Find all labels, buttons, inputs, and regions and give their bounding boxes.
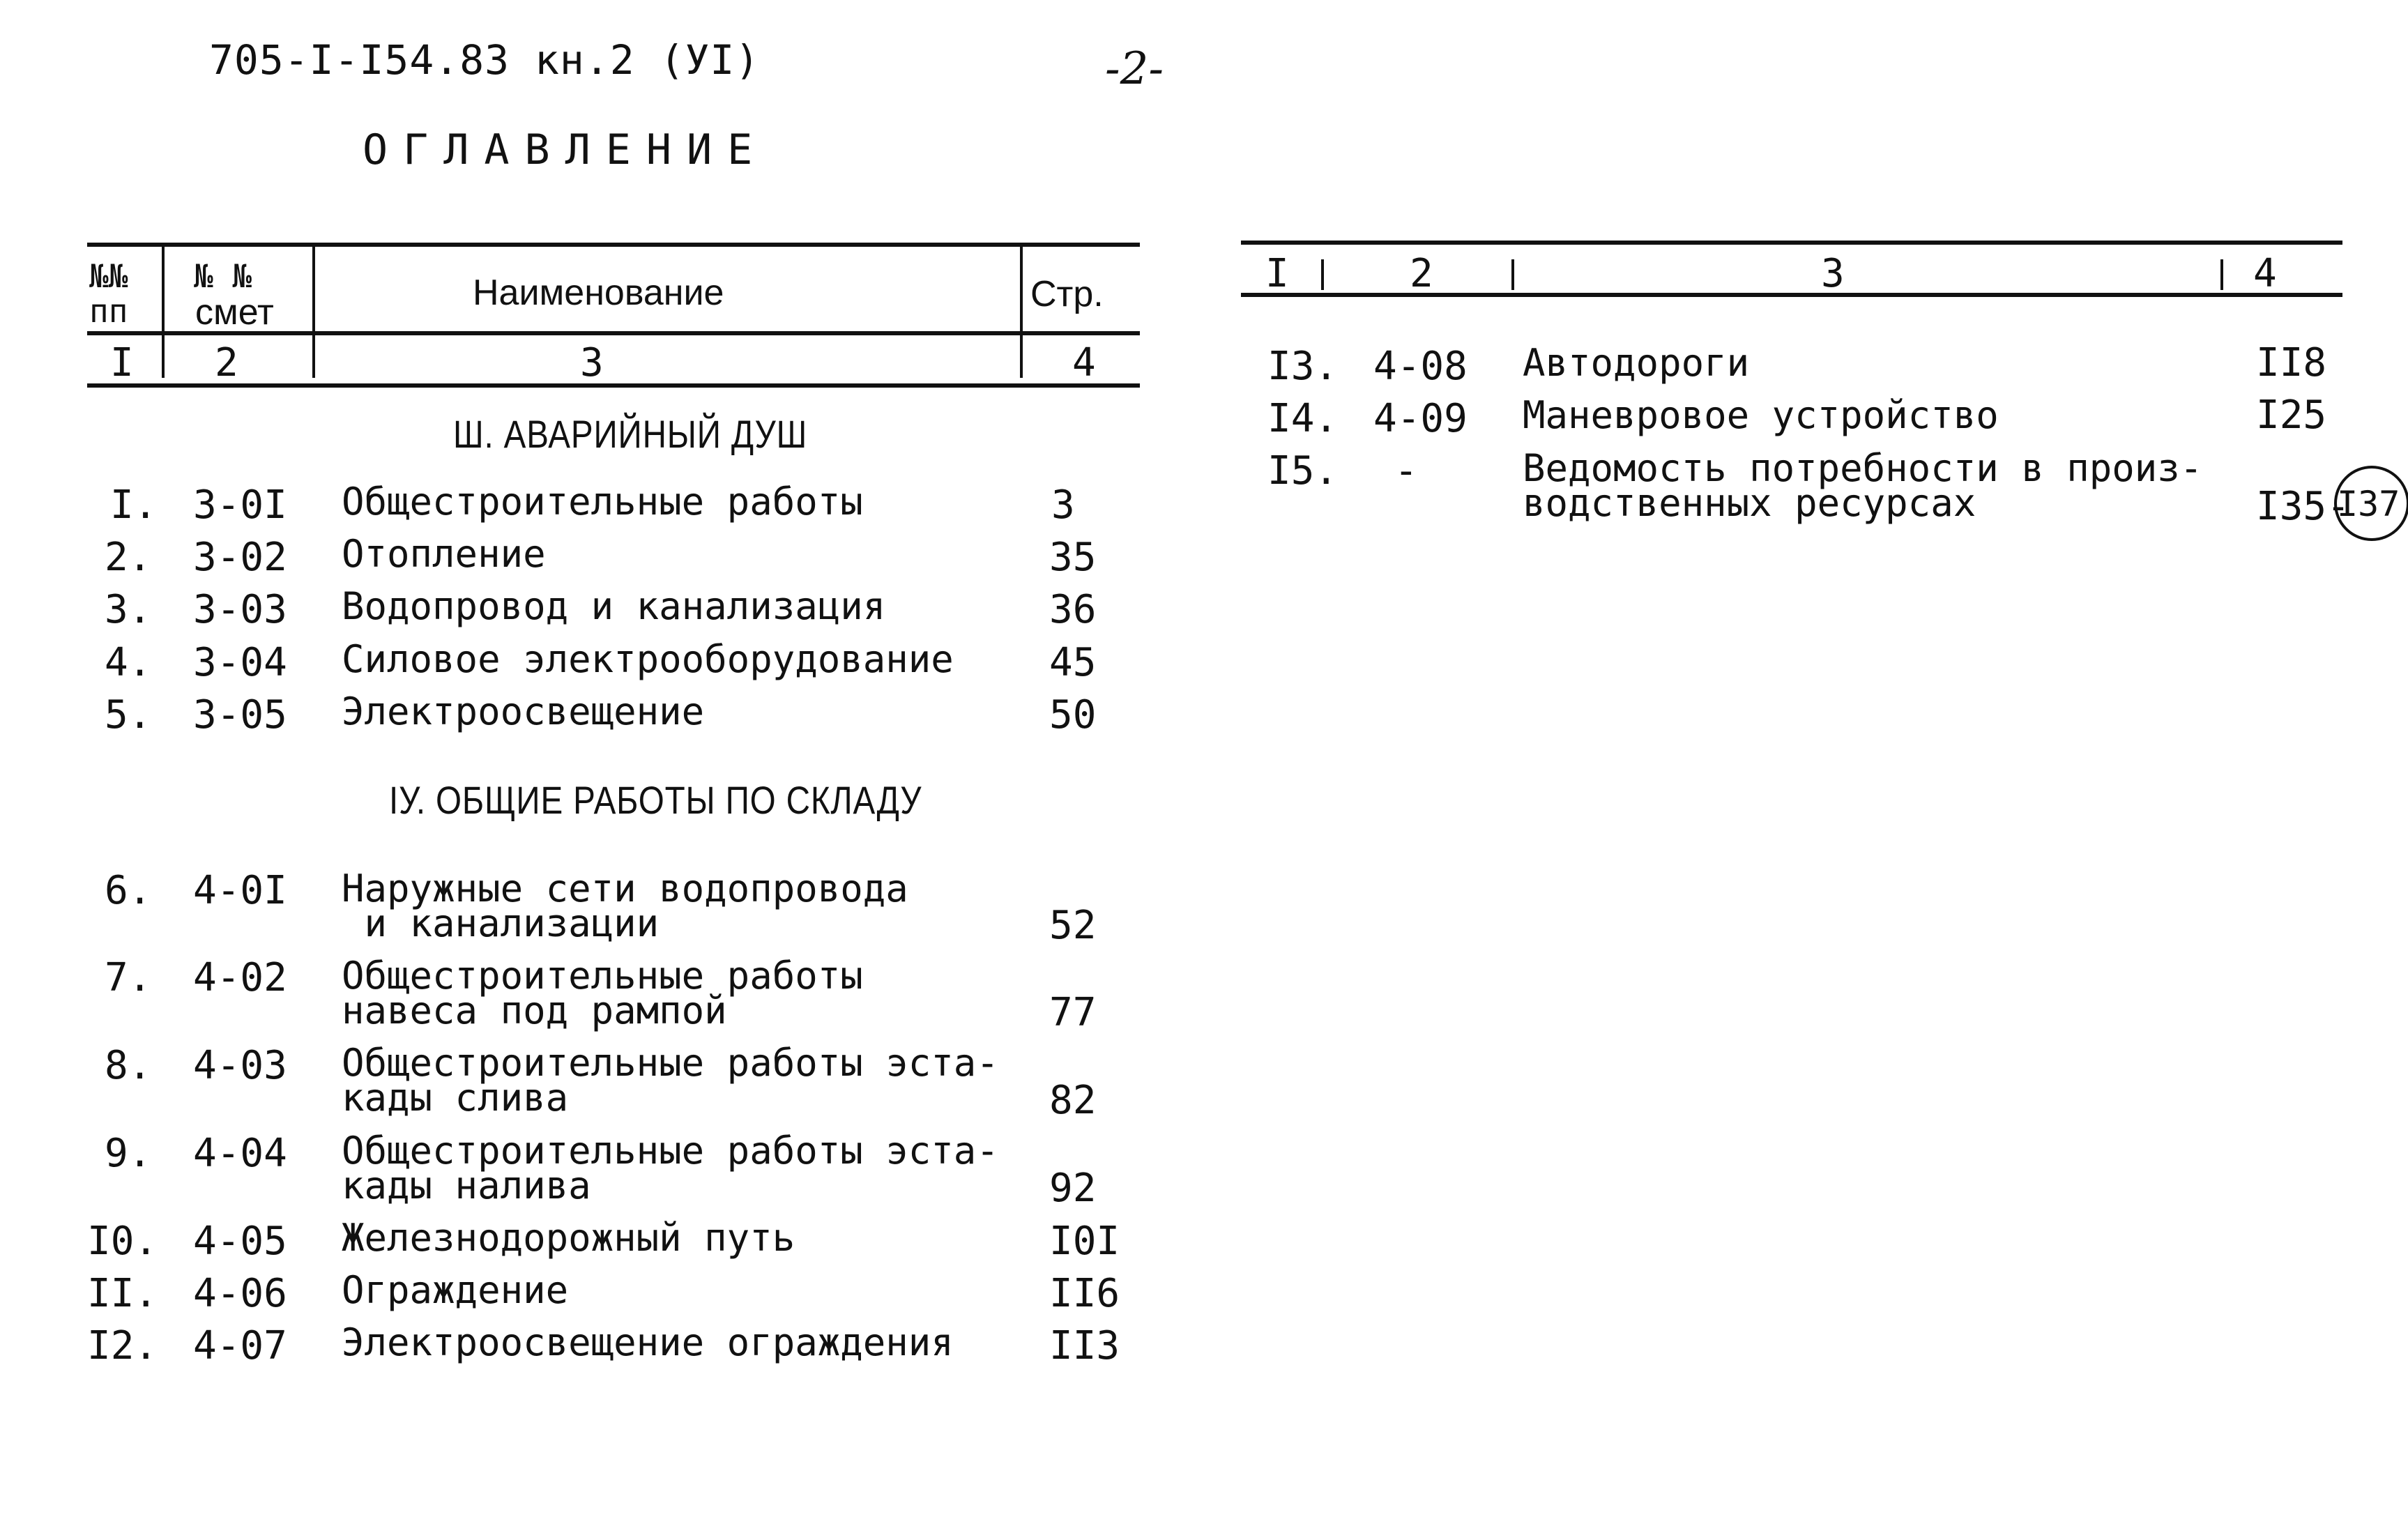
item-code: 4-04 bbox=[193, 1131, 287, 1176]
item-number: 9. bbox=[105, 1131, 152, 1176]
col-number-2: 2 bbox=[215, 340, 238, 386]
page-title: ОГЛАВЛЕНИЕ bbox=[363, 125, 768, 174]
item-page: 52 bbox=[1049, 903, 1097, 948]
item-code: 3-0I bbox=[193, 482, 287, 528]
item-name: Наружные сети водопровода и канализации bbox=[342, 867, 908, 945]
item-page: II8 bbox=[2256, 340, 2327, 386]
item-name: Отопление bbox=[342, 532, 546, 576]
item-name: Водопровод и канализация bbox=[342, 584, 886, 628]
item-name: Общестроительные работы bbox=[342, 480, 863, 524]
header-col2-b: смет bbox=[195, 292, 274, 333]
item-name: Общестроительные работы навеса под рампой bbox=[342, 954, 863, 1032]
right-col-number-1: I bbox=[1265, 251, 1289, 296]
item-code: 4-02 bbox=[193, 955, 287, 1000]
left-header-bottom-rule bbox=[87, 383, 1140, 388]
item-number: 4. bbox=[105, 640, 152, 685]
header-col2-a: № № bbox=[194, 257, 252, 295]
left-col-sep-3 bbox=[1020, 245, 1023, 378]
item-name: Ограждение bbox=[342, 1268, 569, 1312]
item-code: - bbox=[1394, 448, 1418, 494]
item-code: 3-05 bbox=[193, 692, 287, 738]
item-number: I2. bbox=[87, 1323, 158, 1369]
item-code: 4-09 bbox=[1373, 396, 1468, 441]
left-col-sep-2 bbox=[312, 245, 315, 378]
item-name: Общестроительные работы эста- кады слива bbox=[342, 1041, 999, 1120]
item-number: 2. bbox=[105, 535, 152, 580]
item-code: 4-06 bbox=[193, 1271, 287, 1316]
header-col1-a: №№ bbox=[89, 257, 128, 295]
item-number: I3. bbox=[1267, 344, 1339, 389]
item-page-circled: I37 bbox=[2337, 484, 2400, 524]
header-col3: Наименование bbox=[473, 273, 724, 313]
col-number-3: 3 bbox=[580, 340, 604, 386]
header-col4: Стр. bbox=[1030, 274, 1104, 314]
item-name: Электроосвещение ограждения bbox=[342, 1320, 954, 1364]
item-code: 4-0I bbox=[193, 868, 287, 913]
right-col-sep-2 bbox=[1511, 259, 1514, 290]
item-page: 82 bbox=[1049, 1078, 1097, 1123]
item-number: II. bbox=[87, 1271, 158, 1316]
item-code: 4-08 bbox=[1373, 344, 1468, 389]
item-page: I0I bbox=[1049, 1219, 1120, 1264]
item-page: I35- bbox=[2256, 484, 2350, 529]
item-number: 3. bbox=[105, 587, 152, 632]
item-code: 4-05 bbox=[193, 1219, 287, 1264]
item-number: 5. bbox=[105, 692, 152, 738]
right-col-number-3: 3 bbox=[1821, 251, 1845, 296]
header-col1-b: пп bbox=[89, 292, 128, 330]
item-name: Общестроительные работы эста- кады налива bbox=[342, 1129, 999, 1207]
item-page: I25 bbox=[2256, 392, 2327, 438]
item-page: 92 bbox=[1049, 1166, 1097, 1211]
section-title: Ш. АВАРИЙНЫЙ ДУШ bbox=[453, 412, 808, 456]
item-page: 77 bbox=[1049, 990, 1097, 1035]
item-page: 35 bbox=[1049, 535, 1097, 580]
item-number: I0. bbox=[87, 1219, 158, 1264]
item-page: 50 bbox=[1049, 692, 1097, 738]
item-name: Автодороги bbox=[1523, 341, 1750, 385]
item-name: Силовое электрооборудование bbox=[342, 637, 954, 681]
right-col-sep-3 bbox=[2220, 259, 2223, 290]
item-code: 3-03 bbox=[193, 587, 287, 632]
document-code: 705-I-I54.83 кн.2 (УI) bbox=[209, 36, 761, 84]
item-name: Ведомость потребности в произ- водственных ресурсах bbox=[1523, 446, 2203, 525]
item-name: Маневровое устройство bbox=[1523, 393, 1999, 437]
page-number: -2- bbox=[1105, 43, 1164, 95]
item-code: 3-02 bbox=[193, 535, 287, 580]
item-page: II6 bbox=[1049, 1271, 1120, 1316]
left-col-sep-1 bbox=[162, 245, 165, 378]
col-number-1: I bbox=[110, 340, 134, 386]
right-table-top-rule bbox=[1241, 241, 2342, 245]
item-number: 7. bbox=[105, 955, 152, 1000]
item-number: 6. bbox=[105, 868, 152, 913]
right-header-bottom-rule bbox=[1241, 293, 2342, 297]
item-code: 3-04 bbox=[193, 640, 287, 685]
item-code: 4-03 bbox=[193, 1043, 287, 1088]
item-number: 8. bbox=[105, 1043, 152, 1088]
item-number: I4. bbox=[1267, 396, 1339, 441]
item-page: 45 bbox=[1049, 640, 1097, 685]
col-number-4: 4 bbox=[1072, 340, 1096, 386]
right-col-sep-1 bbox=[1321, 259, 1324, 290]
left-table-top-rule bbox=[87, 243, 1140, 247]
item-name: Железнодорожный путь bbox=[342, 1216, 795, 1260]
item-number: I. bbox=[110, 482, 158, 528]
right-col-number-2: 2 bbox=[1410, 251, 1433, 296]
right-col-number-4: 4 bbox=[2253, 251, 2277, 296]
item-code: 4-07 bbox=[193, 1323, 287, 1369]
item-number: I5. bbox=[1267, 448, 1339, 494]
section-title: IУ. ОБЩИЕ РАБОТЫ ПО СКЛАДУ bbox=[389, 778, 922, 822]
item-page: 3 bbox=[1051, 482, 1075, 528]
item-name: Электроосвещение bbox=[342, 689, 705, 733]
item-page: II3 bbox=[1049, 1323, 1120, 1369]
item-page: 36 bbox=[1049, 587, 1097, 632]
